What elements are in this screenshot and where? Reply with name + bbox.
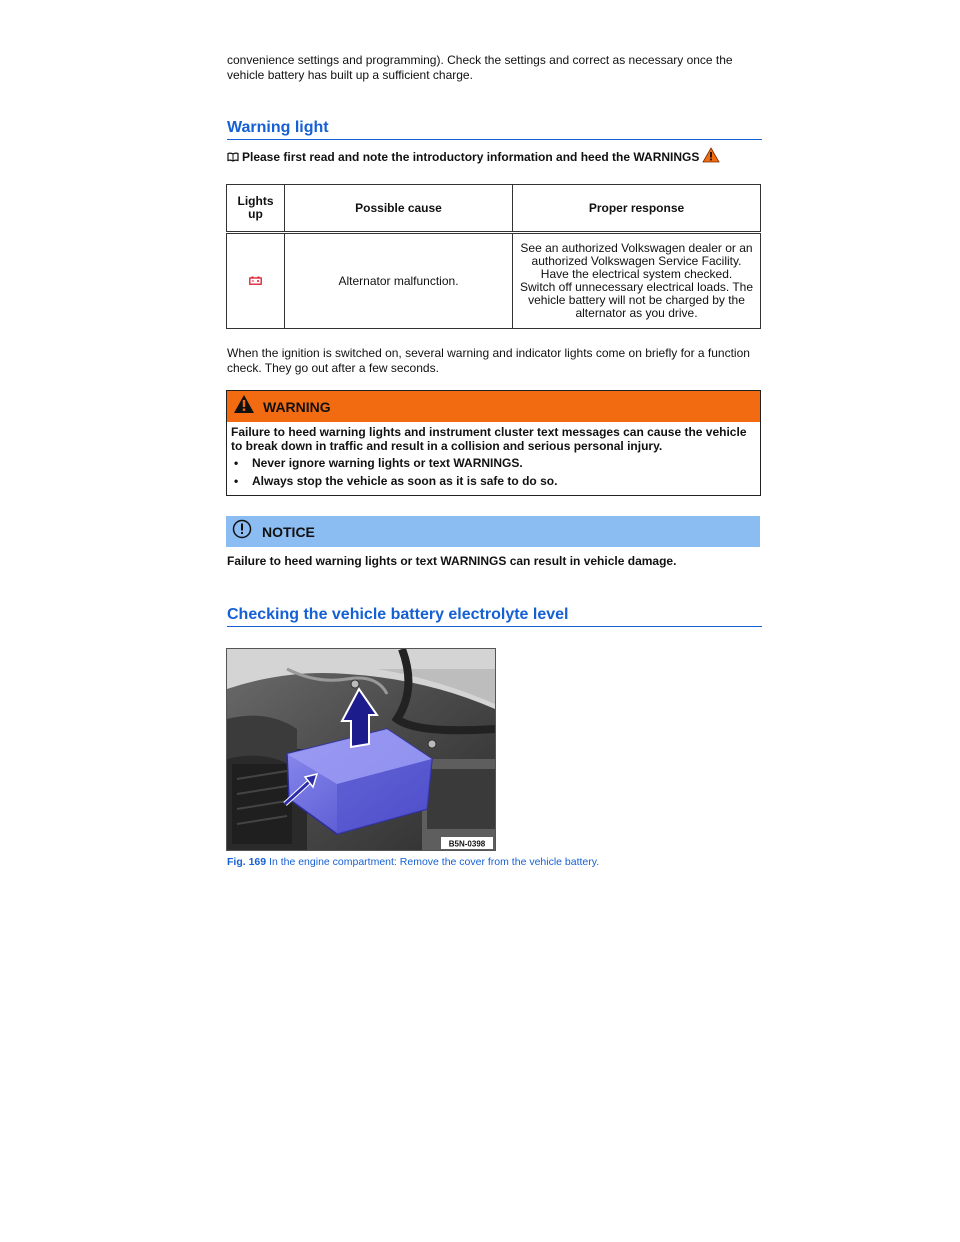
warning-box bbox=[226, 390, 761, 496]
warning-label: WARNING bbox=[263, 398, 331, 415]
read-note-text: Please first read and note the introductory information and heed the WARNINGS bbox=[242, 150, 700, 164]
figure-caption bbox=[227, 856, 599, 868]
notice-exclamation-icon bbox=[232, 519, 252, 544]
table-row bbox=[227, 233, 761, 329]
list-item: • Always stop the vehicle as soon as it is safe to do so. bbox=[231, 475, 754, 489]
notice-text: Failure to heed warning lights or text WARNINGS can result in vehicle damage. bbox=[227, 554, 677, 568]
engine-compartment-illustration bbox=[227, 649, 495, 850]
figure-caption-text: In the engine compartment: Remove the cover from the vehicle battery. bbox=[266, 856, 600, 868]
header-proper-response: Proper response bbox=[513, 185, 761, 233]
header-lights-up: Lights up bbox=[227, 185, 285, 233]
possible-cause-cell: Alternator malfunction. bbox=[285, 233, 513, 329]
figure-number: Fig. 169 bbox=[227, 856, 267, 868]
battery-icon bbox=[249, 274, 262, 288]
header-possible-cause: Possible cause bbox=[285, 185, 513, 233]
lights-up-cell bbox=[227, 233, 285, 329]
warning-triangle-icon bbox=[702, 147, 720, 169]
table-header-row bbox=[227, 185, 761, 233]
warning-triangle-icon bbox=[233, 394, 255, 419]
notice-box bbox=[226, 516, 760, 568]
warning-bullet-list bbox=[231, 457, 754, 488]
proper-response-cell bbox=[513, 233, 761, 329]
warning-text: Failure to heed warning lights and instrument cluster text messages can cause the vehicle to break down in traffic and result in a collision and serious personal injury. bbox=[231, 425, 747, 453]
response-line: See an authorized Volkswagen dealer or an authorized Volkswagen Service Facility. Have the electrical system checked. bbox=[520, 241, 753, 281]
book-icon bbox=[227, 148, 239, 168]
warning-light-table bbox=[226, 184, 761, 329]
response-line: Switch off unnecessary electrical loads. The vehicle battery will not be charged by the alternator as you drive. bbox=[519, 280, 753, 320]
warning-header bbox=[227, 391, 760, 422]
list-item: • Never ignore warning lights or text WARNINGS. bbox=[231, 457, 754, 471]
warning-body bbox=[227, 422, 760, 495]
section-heading-battery-electrolyte: Checking the vehicle battery electrolyte level bbox=[227, 605, 762, 627]
intro-paragraph: convenience settings and programming). Check the settings and correct as necessary once the vehicle battery has built up a sufficient charge. bbox=[227, 53, 733, 82]
read-note bbox=[227, 147, 762, 169]
info-paragraph: When the ignition is switched on, several warning and indicator lights come on briefly for a function check. They go out after a few seconds. bbox=[227, 346, 750, 375]
section-heading-warning-light: Warning light bbox=[227, 118, 762, 140]
notice-label: NOTICE bbox=[262, 523, 315, 540]
figure-code: B5N-0398 bbox=[448, 839, 486, 849]
engine-compartment-figure bbox=[226, 648, 496, 851]
notice-header bbox=[226, 516, 760, 547]
